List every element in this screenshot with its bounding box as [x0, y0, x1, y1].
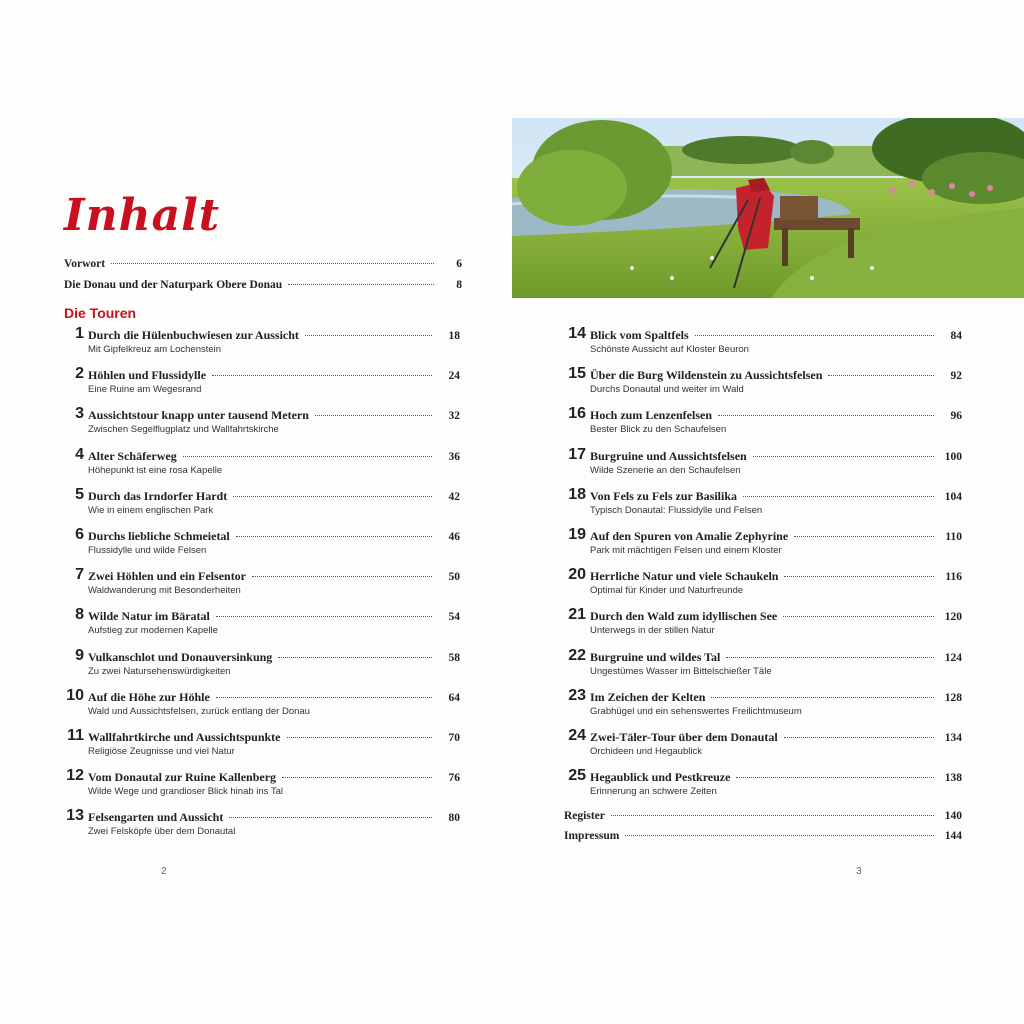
toc-entry-tour[interactable]	[62, 686, 460, 728]
toc-page-number: 70	[448, 732, 460, 744]
toc-page-number: 24	[448, 370, 460, 383]
tour-title: Zwei Höhlen und ein Felsentor	[88, 569, 247, 584]
leader-dots	[278, 657, 432, 658]
tour-subtitle: Waldwanderung mit Besonderheiten	[88, 585, 241, 597]
toc-page-number: 144	[944, 830, 962, 842]
leader-dots	[233, 496, 432, 497]
toc-entry-tour[interactable]	[62, 325, 460, 366]
toc-page-number: 140	[944, 810, 962, 822]
tour-title: Auf den Spuren von Amalie Zephyrine	[590, 529, 789, 543]
tour-subtitle: Wie in einem englischen Park	[88, 504, 214, 516]
tour-title-row	[590, 569, 962, 584]
tour-title: Hoch zum Lenzenfelsen	[590, 408, 712, 423]
tour-number: 20	[568, 566, 586, 584]
toc-entry-label: Register	[564, 810, 605, 822]
toc-entry-label: Die Donau und der Naturpark Obere Donau	[64, 279, 283, 291]
toc-entry-tour[interactable]	[62, 807, 460, 848]
toc-page-number: 104	[944, 490, 962, 503]
leader-dots	[282, 777, 432, 778]
tour-title-row	[590, 489, 962, 504]
tour-title-row	[590, 449, 962, 464]
toc-entry-tour[interactable]	[62, 606, 460, 647]
toc-page-number: 32	[448, 410, 460, 423]
tour-title-row	[590, 368, 962, 383]
tour-title: Höhlen und Flussidylle	[88, 368, 207, 383]
tour-subtitle: Durchs Donautal und weiter im Wald	[590, 384, 744, 396]
tour-title: Im Zeichen der Kelten	[590, 689, 706, 704]
tour-title: Durchs liebliche Schmeietal	[88, 529, 230, 543]
toc-page-number: 84	[950, 330, 962, 342]
tour-title: Burgruine und wildes Tal	[590, 649, 721, 664]
toc-page-number: 100	[944, 450, 962, 463]
leader-dots	[711, 697, 934, 698]
toc-page-number: 134	[944, 732, 962, 744]
tour-subtitle: Zu zwei Natursehenswürdigkeiten	[88, 665, 231, 677]
tour-number: 15	[568, 365, 586, 383]
toc-page-number: 42	[448, 490, 460, 503]
leader-dots	[315, 415, 432, 416]
leader-dots	[229, 817, 432, 818]
toc-entry-impressum[interactable]	[564, 830, 962, 842]
toc-entry-tour[interactable]	[564, 686, 962, 728]
toc-entry-tour[interactable]	[564, 365, 962, 406]
toc-entry-register[interactable]	[564, 810, 962, 822]
toc-page-number: 120	[944, 611, 962, 624]
toc-page-number: 116	[945, 571, 962, 584]
tour-title-row	[590, 770, 962, 785]
tour-title-row	[88, 569, 460, 584]
leader-dots	[183, 456, 432, 457]
tour-title: Wallfahrtkirche und Aussichtspunkte	[88, 730, 281, 744]
tour-subtitle: Wilde Szenerie an den Schaufelsen	[590, 464, 741, 476]
tour-title: Alter Schäferweg	[88, 448, 177, 463]
leader-dots	[743, 496, 934, 497]
tour-title-row	[88, 449, 460, 464]
tour-subtitle: Wald und Aussichtsfelsen, zurück entlang der Donau	[88, 705, 310, 717]
tour-title: Auf die Höhe zur Höhle	[88, 689, 210, 704]
tour-title-row	[88, 529, 460, 544]
tour-title-row	[88, 368, 460, 383]
toc-page-number: 76	[448, 772, 460, 785]
tour-number: 5	[75, 485, 84, 503]
tour-title-row	[88, 408, 460, 423]
tour-title-row	[590, 609, 962, 624]
leader-dots	[305, 335, 432, 336]
tour-number: 2	[75, 365, 84, 383]
toc-entry-tour[interactable]	[564, 566, 962, 607]
leader-dots	[718, 415, 934, 416]
tour-title: Hegaublick und Pestkreuze	[590, 770, 731, 785]
tour-subtitle: Zwischen Segelflugplatz und Wallfahrtskirche	[88, 424, 279, 436]
tour-number: 19	[568, 526, 586, 543]
leader-dots	[236, 536, 432, 537]
leader-dots	[611, 815, 934, 816]
page-number: 2	[161, 866, 167, 877]
tour-number: 10	[66, 686, 84, 704]
tour-subtitle: Orchideen und Hegaublick	[590, 746, 702, 757]
toc-entry-tour[interactable]	[564, 606, 962, 647]
toc-entry-tour[interactable]	[62, 526, 460, 567]
toc-page-number: 64	[448, 691, 460, 704]
leader-dots	[212, 375, 432, 376]
tour-title: Vom Donautal zur Ruine Kallenberg	[88, 770, 277, 785]
landscape-photo	[512, 118, 1024, 298]
toc-page-number: 54	[448, 611, 460, 624]
tour-subtitle: Mit Gipfelkreuz am Lochenstein	[88, 344, 222, 355]
leader-dots	[726, 657, 934, 658]
leader-dots	[753, 456, 934, 457]
tour-title-row	[88, 810, 460, 825]
tour-number: 13	[66, 807, 84, 825]
tour-number: 21	[568, 606, 586, 624]
page-number: 3	[856, 866, 862, 877]
tour-title: Zwei-Täler-Tour über dem Donautal	[590, 730, 778, 744]
tour-number: 3	[75, 405, 84, 423]
toc-page-number: 8	[456, 279, 462, 291]
tour-number: 25	[568, 767, 586, 785]
toc-page-number: 80	[448, 812, 460, 825]
tour-subtitle: Erinnerung an schwere Zeiten	[590, 786, 717, 798]
toc-entry-vorwort[interactable]	[64, 258, 462, 270]
toc-entry-tour[interactable]	[564, 445, 962, 487]
tour-number: 16	[568, 405, 586, 423]
tour-title: Felsengarten und Aussicht	[88, 810, 224, 825]
toc-entry-tour[interactable]	[62, 727, 460, 768]
tour-subtitle: Zwei Felsköpfe über dem Donautal	[88, 826, 236, 838]
tour-number: 24	[568, 727, 586, 744]
toc-page-number: 110	[945, 531, 962, 543]
tour-subtitle: Eine Ruine am Wegesrand	[88, 384, 202, 396]
toc-entry-tour[interactable]	[564, 646, 962, 688]
tour-title-row	[590, 529, 962, 544]
photo-image	[512, 118, 1024, 298]
tour-number: 8	[75, 606, 84, 624]
toc-page-number: 138	[944, 772, 962, 785]
toc-page-number: 50	[448, 571, 460, 584]
tour-title-row	[590, 328, 962, 343]
tour-title: Durch das Irndorfer Hardt	[88, 488, 228, 503]
toc-entry-tour[interactable]	[62, 445, 460, 487]
tour-title-row	[88, 489, 460, 504]
toc-page-number: 128	[944, 691, 962, 704]
tour-subtitle: Grabhügel und ein sehenswertes Freilichtmuseum	[590, 705, 802, 717]
toc-page-number: 36	[448, 450, 460, 463]
tour-title: Wilde Natur im Bäratal	[88, 609, 210, 624]
tour-title-row	[88, 690, 460, 705]
toc-entry-tour[interactable]	[62, 485, 460, 527]
tour-title-row	[88, 328, 460, 343]
leader-dots	[252, 576, 432, 577]
leader-dots	[828, 375, 934, 376]
tour-subtitle: Schönste Aussicht auf Kloster Beuron	[590, 344, 749, 355]
tour-subtitle: Park mit mächtigen Felsen und einem Kloster	[590, 545, 782, 556]
tour-title-row	[88, 650, 460, 665]
toc-page-number: 46	[448, 531, 460, 543]
leader-dots	[216, 616, 432, 617]
tour-title: Blick vom Spaltfels	[590, 328, 689, 342]
tour-title: Herrliche Natur und viele Schaukeln	[590, 569, 779, 584]
tour-title: Burgruine und Aussichtsfelsen	[590, 448, 747, 463]
leader-dots	[794, 536, 934, 537]
toc-entry-tour[interactable]	[564, 485, 962, 527]
leader-dots	[783, 616, 934, 617]
tour-title-row	[590, 730, 962, 745]
tour-title-row	[590, 408, 962, 423]
leader-dots	[784, 576, 934, 577]
tour-title-row	[88, 609, 460, 624]
tour-title: Durch die Hülenbuchwiesen zur Aussicht	[88, 328, 299, 342]
leader-dots	[111, 263, 434, 264]
toc-entry-label: Impressum	[564, 830, 620, 842]
tour-title: Über die Burg Wildenstein zu Aussichtsfelsen	[590, 368, 823, 383]
toc-page-number: 18	[448, 330, 460, 342]
tour-number: 22	[568, 646, 586, 664]
tour-number: 11	[67, 727, 84, 744]
leader-dots	[288, 284, 434, 285]
tour-number: 9	[75, 646, 84, 664]
tour-number: 1	[75, 325, 84, 342]
toc-entry-tour[interactable]	[564, 526, 962, 567]
section-heading: Die Touren	[64, 305, 137, 321]
toc-entry-tour[interactable]	[62, 405, 460, 446]
tour-subtitle: Typisch Donautal: Flussidylle und Felsen	[590, 504, 763, 516]
tour-number: 17	[568, 445, 586, 463]
toc-page-number: 58	[448, 651, 460, 664]
toc-entry-tour[interactable]	[564, 727, 962, 768]
tour-subtitle: Wilde Wege und grandioser Blick hinab ins Tal	[88, 786, 284, 798]
leader-dots	[216, 697, 432, 698]
tour-number: 18	[568, 485, 586, 503]
tour-title: Von Fels zu Fels zur Basilika	[590, 488, 738, 503]
toc-page-number: 96	[950, 410, 962, 423]
toc-entry-tour[interactable]	[564, 325, 962, 366]
toc-entry-tour[interactable]	[62, 767, 460, 808]
tour-title: Aussichtstour knapp unter tausend Metern	[88, 408, 309, 423]
toc-page-number: 124	[944, 651, 962, 664]
toc-entry-tour[interactable]	[62, 646, 460, 688]
tour-title-row	[590, 650, 962, 665]
tour-title-row	[590, 690, 962, 705]
tour-number: 4	[75, 445, 84, 463]
right-page	[512, 0, 1024, 1024]
leader-dots	[784, 737, 934, 738]
tour-subtitle: Unterwegs in der stillen Natur	[590, 625, 715, 637]
tour-subtitle: Optimal für Kinder und Naturfreunde	[590, 585, 744, 597]
tour-subtitle: Aufstieg zur modernen Kapelle	[88, 625, 218, 637]
tour-subtitle: Bester Blick zu den Schaufelsen	[590, 424, 727, 436]
tour-title-row	[88, 770, 460, 785]
toc-entry-label: Vorwort	[64, 258, 106, 270]
tour-subtitle: Religiöse Zeugnisse und viel Natur	[88, 746, 235, 757]
tour-title: Vulkanschlot und Donauversinkung	[88, 649, 273, 664]
leader-dots	[287, 737, 433, 738]
toc-entry-tour[interactable]	[564, 405, 962, 446]
tour-number: 12	[66, 767, 84, 785]
tour-number: 14	[568, 325, 586, 342]
toc-page-number: 6	[456, 258, 462, 270]
toc-entry-naturpark[interactable]	[64, 279, 462, 291]
toc-page-number: 92	[950, 370, 962, 383]
tour-number: 6	[75, 526, 84, 543]
tour-title: Durch den Wald zum idyllischen See	[590, 609, 778, 624]
tour-subtitle: Ungestümes Wasser im Bittelschießer Täle	[590, 665, 772, 677]
tour-subtitle: Flussidylle und wilde Felsen	[88, 545, 207, 556]
page-title: Inhalt	[64, 190, 221, 241]
tour-number: 7	[75, 566, 84, 584]
leader-dots	[625, 835, 934, 836]
leader-dots	[736, 777, 934, 778]
tour-title-row	[88, 730, 460, 745]
toc-entry-tour[interactable]	[62, 566, 460, 607]
toc-entry-tour[interactable]	[62, 365, 460, 406]
tour-number: 23	[568, 686, 586, 704]
tour-subtitle: Höhepunkt ist eine rosa Kapelle	[88, 464, 223, 476]
toc-entry-tour[interactable]	[564, 767, 962, 808]
leader-dots	[695, 335, 934, 336]
